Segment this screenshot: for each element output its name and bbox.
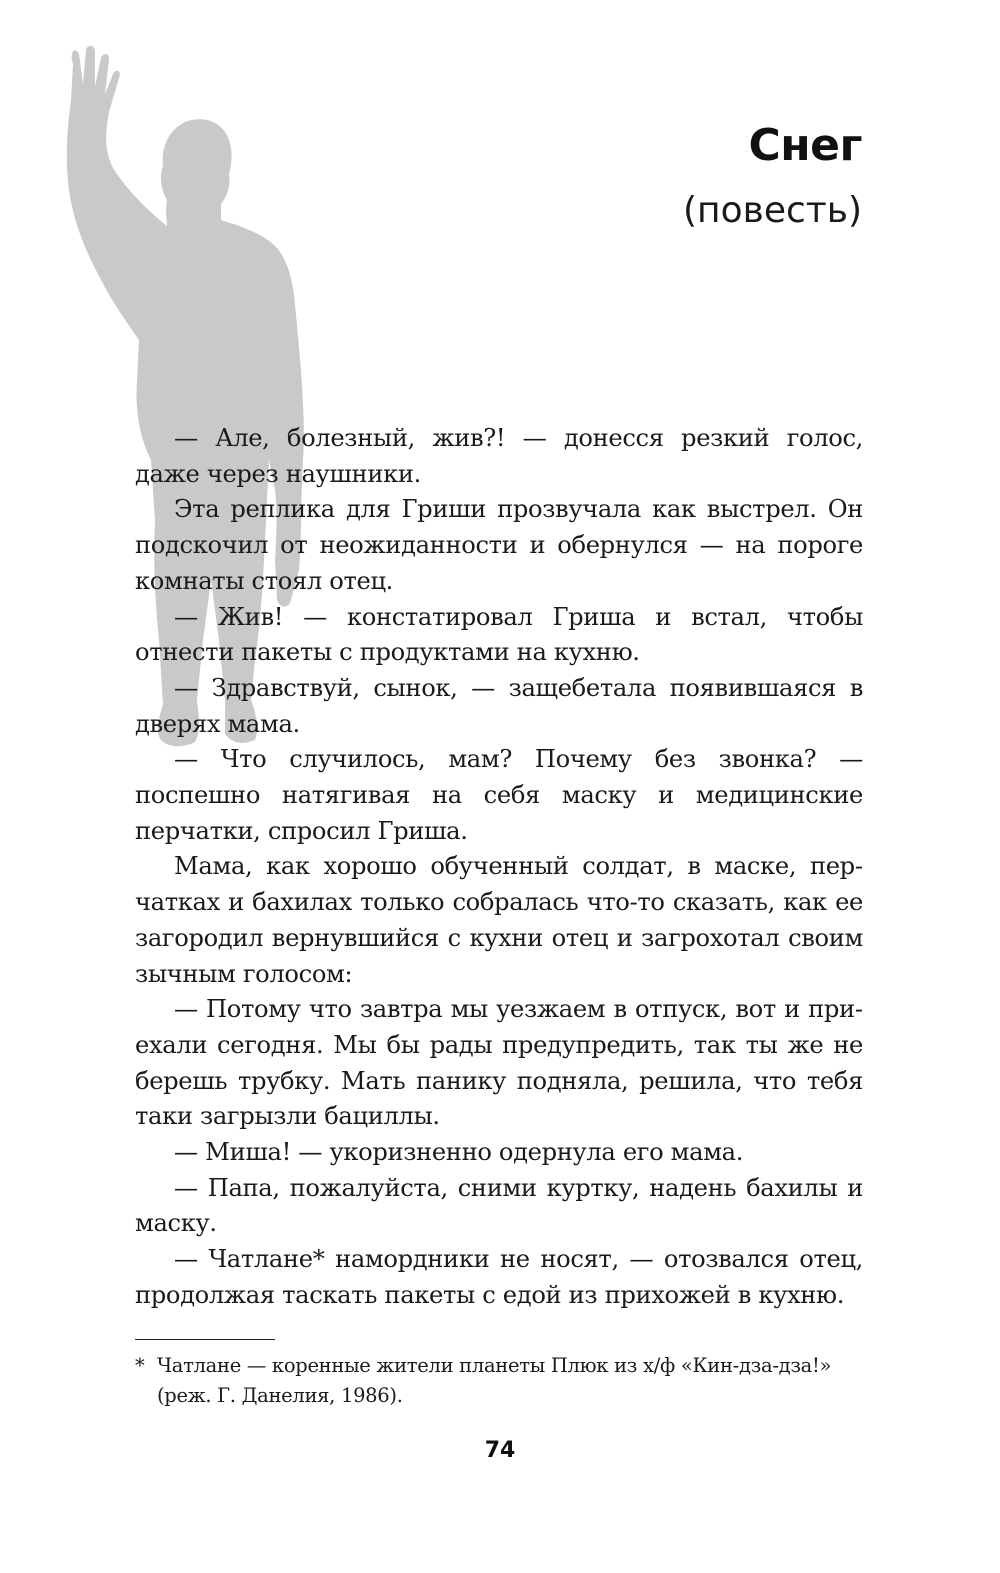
paragraph: — Миша! — укоризненно одернула его мама. [174,1138,744,1167]
footnote [135,1351,867,1411]
story-text [135,421,863,1314]
chapter-subtitle: (повесть) [683,190,862,231]
paragraph: — Чатлане* намордники не носят, — отозвался отец, продолжая таскать пакеты с едой из прихожей в кухню. [135,1245,863,1309]
paragraph: — Але, болезный, жив?! — донесся резкий голос, даже через наушники. [135,424,863,488]
paragraph: — Здравствуй, сынок, — защебетала появившаяся в дверях мама. [135,673,863,738]
footnote-text: Чатлане — коренные жители планеты Плюк из х/ф «Кин-дза-дза!» (реж. Г. Данелия, 1986). [157,1354,832,1407]
paragraph: — Жив! — констатировал Гриша и встал, чтобы отнести пакеты с продуктами на кухню. [135,602,863,667]
paragraph: Эта реплика для Гриши прозвучала как выстрел. Он подскочил от неожиданности и обернулся — на пороге комнаты стоял отец. [135,495,863,595]
footnote-divider [135,1339,275,1340]
paragraph: — Потому что завтра мы уезжаем в отпуск, вот и приехали сегодня. Мы бы рады предупредить, так ты же не берешь трубку. Мать панику подняла, решила, что тебя таки загрызли бациллы. [135,995,863,1131]
chapter-title: Снег [748,120,862,171]
paragraph: — Папа, пожалуйста, сними куртку, надень бахилы и маску. [135,1173,863,1238]
footnote-mark: * [135,1354,145,1377]
page-number: 74 [484,1438,516,1463]
paragraph: — Что случилось, мам? Почему без звонка? — поспешно натягивая на себя маску и медицинские перчатки, спросил Гриша. [135,745,863,845]
paragraph: Мама, как хорошо обученный солдат, в маске, перчатках и бахилах только собралась что-то сказать, как ее загородил вернувшийся с кухни отец и загрохотал своим зычным голосом: [135,852,863,988]
